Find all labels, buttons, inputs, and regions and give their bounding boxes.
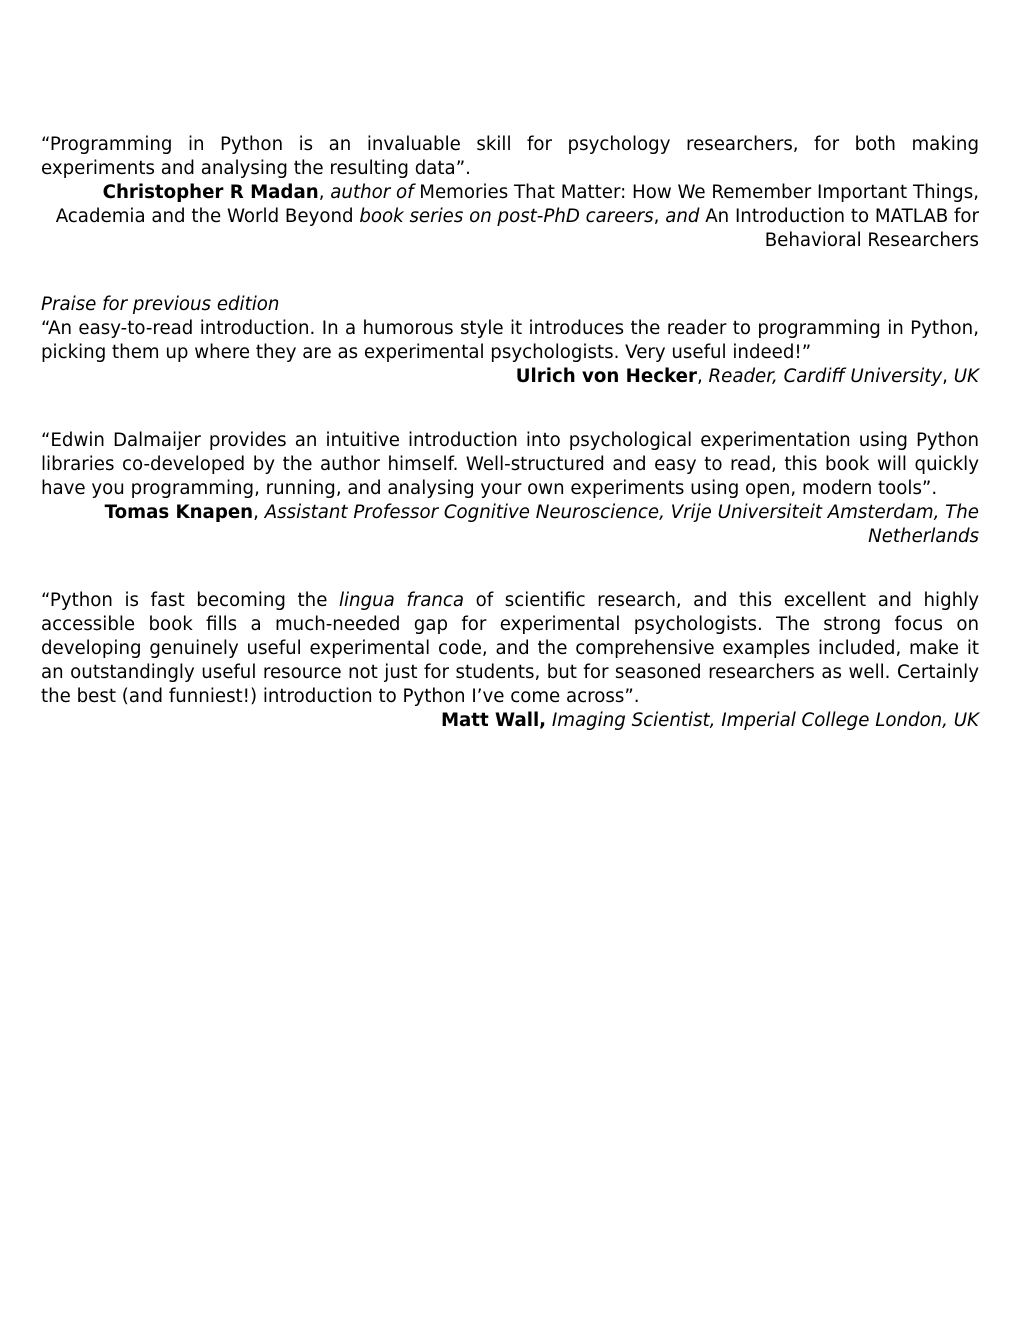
endorser-name: Matt Wall, — [440, 710, 547, 731]
section-heading: Praise for previous edition — [41, 294, 280, 315]
separator: , — [318, 182, 331, 203]
country: UK — [953, 366, 979, 387]
spacer — [41, 389, 979, 429]
quote-text: “Edwin Dalmaijer provides an intuitive introduction into psychological experimentation using Python libraries co-developed by the author himself. Well-structured and easy to read, this book will quickly have you programming, running, and analysing your own experiments using open, modern tools”. — [41, 430, 979, 499]
endorser-name: Ulrich von Hecker — [515, 366, 697, 387]
book-title: An Introduction to MATLAB for Behavioral Researchers — [699, 206, 979, 251]
quote-part: “Python is fast becoming the — [41, 590, 339, 611]
endorsement-madan — [41, 133, 979, 253]
book-title: Memories That Matter: How We Remember Important Things, Academia and the World Beyond — [55, 182, 979, 227]
affiliation: Assistant Professor Cognitive Neuroscience, Vrije Universiteit Amsterdam, The Netherlands — [264, 502, 979, 547]
series-text: book series on post-PhD careers — [359, 206, 654, 227]
separator: , — [942, 366, 954, 387]
role-text: author of — [330, 182, 414, 203]
separator: , — [253, 502, 265, 523]
spacer — [41, 549, 979, 589]
separator: , — [696, 366, 709, 387]
attribution — [41, 365, 979, 389]
quote-part: of scientific research, and this excellent and highly accessible book fills a much-needed gap for experimental psychologists. The strong focus on developing genuinely useful experimental code, and the comprehensive examples included, make it an outstandingly useful resource not just for students, but for seasoned researchers as well. Certainly the best (and funniest!) introduction to Python I’ve come across”. — [41, 590, 979, 707]
endorser-name: Tomas Knapen — [104, 502, 254, 523]
affiliation: Imaging Scientist, Imperial College London, UK — [551, 710, 979, 731]
endorser-name: Christopher R Madan — [102, 182, 319, 203]
quote-text: “Programming in Python is an invaluable skill for psychology researchers, for both making experiments and analysing the resulting data”. — [41, 134, 979, 179]
praise-page — [41, 133, 979, 733]
attribution — [41, 181, 979, 253]
conjunction-text: and — [665, 206, 700, 227]
spacer — [41, 253, 979, 293]
attribution — [41, 501, 979, 549]
quote-text — [41, 589, 979, 709]
quote-emphasis: lingua franca — [338, 590, 465, 611]
quote-text: “An easy-to-read introduction. In a humorous style it introduces the reader to programming in Python, picking them up where they are as experimental psychologists. Very useful indeed!” — [41, 318, 979, 363]
endorsement-wall — [41, 589, 979, 733]
affiliation: Reader, Cardiff University — [708, 366, 943, 387]
endorsement-knapen — [41, 429, 979, 549]
separator: , — [653, 206, 666, 227]
attribution — [41, 709, 979, 733]
endorsement-von-hecker — [41, 293, 979, 389]
